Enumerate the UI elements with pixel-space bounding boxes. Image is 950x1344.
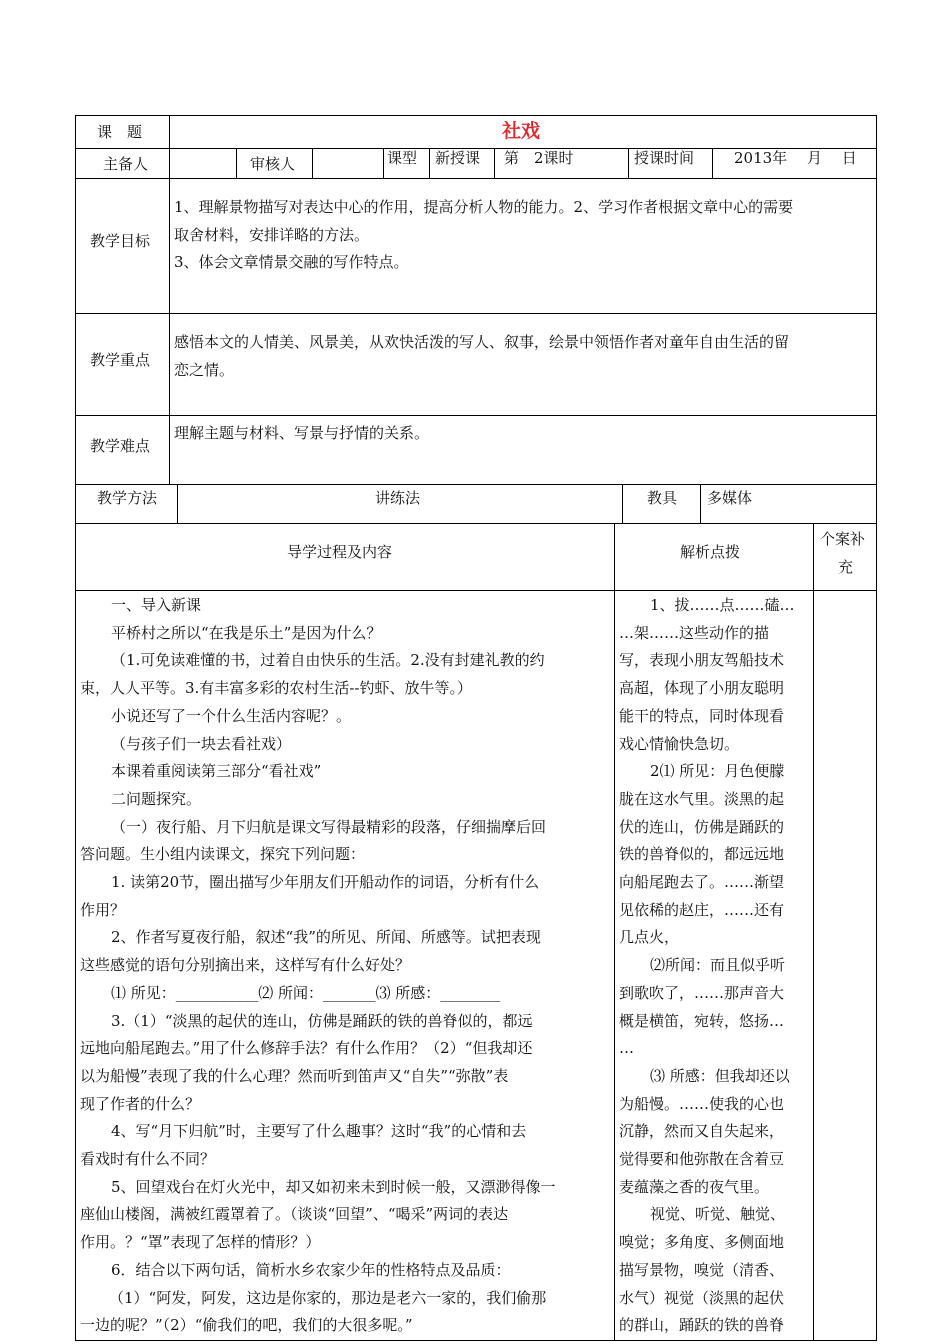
analysis-line: 高超，体现了小朋友聪明	[619, 679, 785, 698]
analysis-line: …	[619, 1039, 634, 1058]
key-points-line: 感悟本文的人情美、风景美，从欢快活泼的写人、叙事，绘景中领悟作者对童年自由生活的留	[174, 333, 790, 351]
process-line: （1）“阿发，阿发，这边是你家的，那边是老六一家的，我们偷那	[109, 1288, 547, 1307]
process-line: 4、写“月下归航”时，主要写了什么趣事？这时“我”的心情和去	[111, 1122, 527, 1141]
analysis-line: 视觉、听觉、触觉、	[650, 1205, 786, 1224]
analysis-column-header: 解析点拨	[680, 543, 741, 561]
analysis-line: 描写景物，嗅觉（清香、	[619, 1260, 785, 1279]
analysis-line: ⑶ 所感：但我却还以	[650, 1066, 790, 1085]
analysis-line: 的群山，踊跃的铁的兽脊	[619, 1316, 785, 1335]
process-line: （1.可免读难懂的书，过着自由快乐的生活。2.没有封建礼教的约	[111, 651, 545, 670]
method-value: 讲练法	[375, 489, 421, 507]
analysis-line: 觉得要和他弥散在含着豆	[619, 1150, 785, 1169]
analysis-line: 为船慢。……使我的心也	[619, 1094, 785, 1113]
process-line: 答问题。生小组内读课文，探究下列问题：	[80, 845, 366, 864]
process-line: 作用？	[80, 900, 126, 919]
process-line: ⑴ 所见：___________⑵ 所闻：_______⑶ 所感：________	[111, 983, 501, 1002]
goals-line: 3、体会文章情景交融的写作特点。	[174, 253, 409, 272]
analysis-line: 嗅觉；多角度、多侧面地	[619, 1233, 785, 1252]
process-line: 2、作者写夏夜行船，叙述“我”的所见、所闻、所感等。试把表现	[111, 928, 541, 947]
process-line: 平桥村之所以“在我是乐土”是因为什么？	[111, 623, 382, 642]
process-column-header: 导学过程及内容	[287, 543, 393, 561]
analysis-line: 到歌吹了，……那声音大	[619, 983, 785, 1002]
lesson-time-value: 2013年 月 日	[734, 149, 857, 167]
analysis-line: ⑵所闻：而且似乎听	[650, 956, 786, 975]
process-line: 远地向船尾跑去。”用了什么修辞手法？有什么作用？（2）“但我却还	[80, 1039, 533, 1058]
analysis-line: 向船尾跑去了。……渐望	[619, 873, 785, 892]
analysis-content	[619, 592, 811, 1340]
process-line: 座仙山楼阁，满被红霞罩着了。（谈谈“回望”、“喝采”两词的表达	[80, 1205, 509, 1224]
tools-label: 教具	[647, 489, 678, 507]
process-line: 小说还写了一个什么生活内容呢？。	[111, 706, 352, 725]
analysis-line: 写，表现小朋友驾船技术	[619, 651, 785, 670]
process-line: 这些感觉的语句分别摘出来，这样写有什么好处？	[80, 956, 411, 975]
analysis-line: 1、拔……点……磕…	[650, 596, 795, 614]
topic-label: 课 题	[97, 123, 143, 141]
key-points-line: 恋之情。	[174, 360, 235, 379]
goals-text	[174, 194, 871, 277]
process-line: 3.（1）“淡黑的起伏的连山，仿佛是踊跃的铁的兽脊似的，都远	[111, 1011, 533, 1030]
supplement-column-header: 个案补	[820, 530, 866, 548]
key-points-label: 教学重点	[90, 351, 151, 369]
reviewer-label: 审核人	[250, 155, 296, 173]
process-line: 作用。？“罩”表现了怎样的情形？）	[80, 1233, 321, 1252]
goals-label: 教学目标	[90, 232, 151, 250]
process-line: 5、回望戏台在灯火光中，却又如初来未到时候一般，又漂渺得像一	[111, 1177, 556, 1196]
analysis-line: 几点火，	[619, 928, 680, 947]
analysis-line: 胧在这水气里。淡黑的起	[619, 789, 785, 808]
preparer-label: 主备人	[103, 155, 149, 173]
analysis-line: 概是横笛，宛转，悠扬…	[619, 1011, 785, 1030]
analysis-line: 沉静，然而又自失起来，	[619, 1122, 785, 1141]
difficulties-label: 教学难点	[90, 437, 151, 455]
lesson-title: 社戏	[502, 120, 541, 142]
process-line: 1. 读第20节，圈出描写少年朋友们开船动作的词语，分析有什么	[111, 873, 540, 892]
process-line: 束，人人平等。3.有丰富多彩的农村生活--钓虾、放牛等。）	[80, 679, 472, 698]
process-line: 二问题探究。	[111, 789, 202, 808]
analysis-line: 水气）视觉（淡黑的起伏	[619, 1288, 785, 1307]
process-content	[80, 592, 608, 1340]
tools-value: 多媒体	[707, 489, 753, 507]
process-line: 看戏时有什么不同？	[80, 1150, 216, 1169]
analysis-line: 戏心情愉快急切。	[619, 734, 740, 753]
process-line: 一边的呢？”（2）“偷我们的吧，我们的大很多呢。”	[80, 1316, 413, 1335]
process-line: 以为船慢”表现了我的什么心理？然而听到笛声又“自失”“弥散”表	[80, 1066, 509, 1085]
process-line: （与孩子们一块去看社戏）	[111, 734, 292, 753]
process-line: 一、导入新课	[111, 596, 202, 614]
process-line: 6．结合以下两句话，简析水乡农家少年的性格特点及品质：	[111, 1260, 511, 1279]
method-label: 教学方法	[97, 489, 158, 507]
analysis-line: 2⑴ 所见：月色便朦	[650, 762, 785, 781]
analysis-line: 见依稀的赵庄，……还有	[619, 900, 785, 919]
analysis-line: …架……这些动作的描	[619, 623, 770, 642]
analysis-line: 能干的特点，同时体现看	[619, 706, 785, 725]
lesson-time-label: 授课时间	[634, 149, 695, 167]
lesson-type-value: 新授课	[435, 149, 481, 167]
analysis-line: 伏的连山，仿佛是踊跃的	[619, 817, 785, 836]
key-points-text	[174, 329, 871, 384]
lesson-type-label: 课型	[387, 149, 418, 167]
analysis-line: 麦蕴藻之香的夜气里。	[619, 1177, 770, 1196]
process-line: 本课着重阅读第三部分“看社戏”	[111, 762, 322, 781]
difficulties-text: 理解主题与材料、写景与抒情的关系。	[174, 424, 430, 442]
process-line: 现了作者的什么？	[80, 1094, 201, 1113]
lesson-period: 第 2课时	[504, 149, 574, 167]
goals-line: 取舍材料，安排详略的方法。	[174, 225, 370, 244]
process-line: （一）夜行船、月下归航是课文写得最精彩的段落，仔细揣摩后回	[111, 817, 547, 836]
goals-line: 1、理解景物描写对表达中心的作用，提高分析人物的能力。2、学习作者根据文章中心的需要	[174, 198, 794, 216]
analysis-line: 铁的兽脊似的，都远远地	[619, 845, 785, 864]
supplement-column-header: 充	[838, 558, 854, 576]
